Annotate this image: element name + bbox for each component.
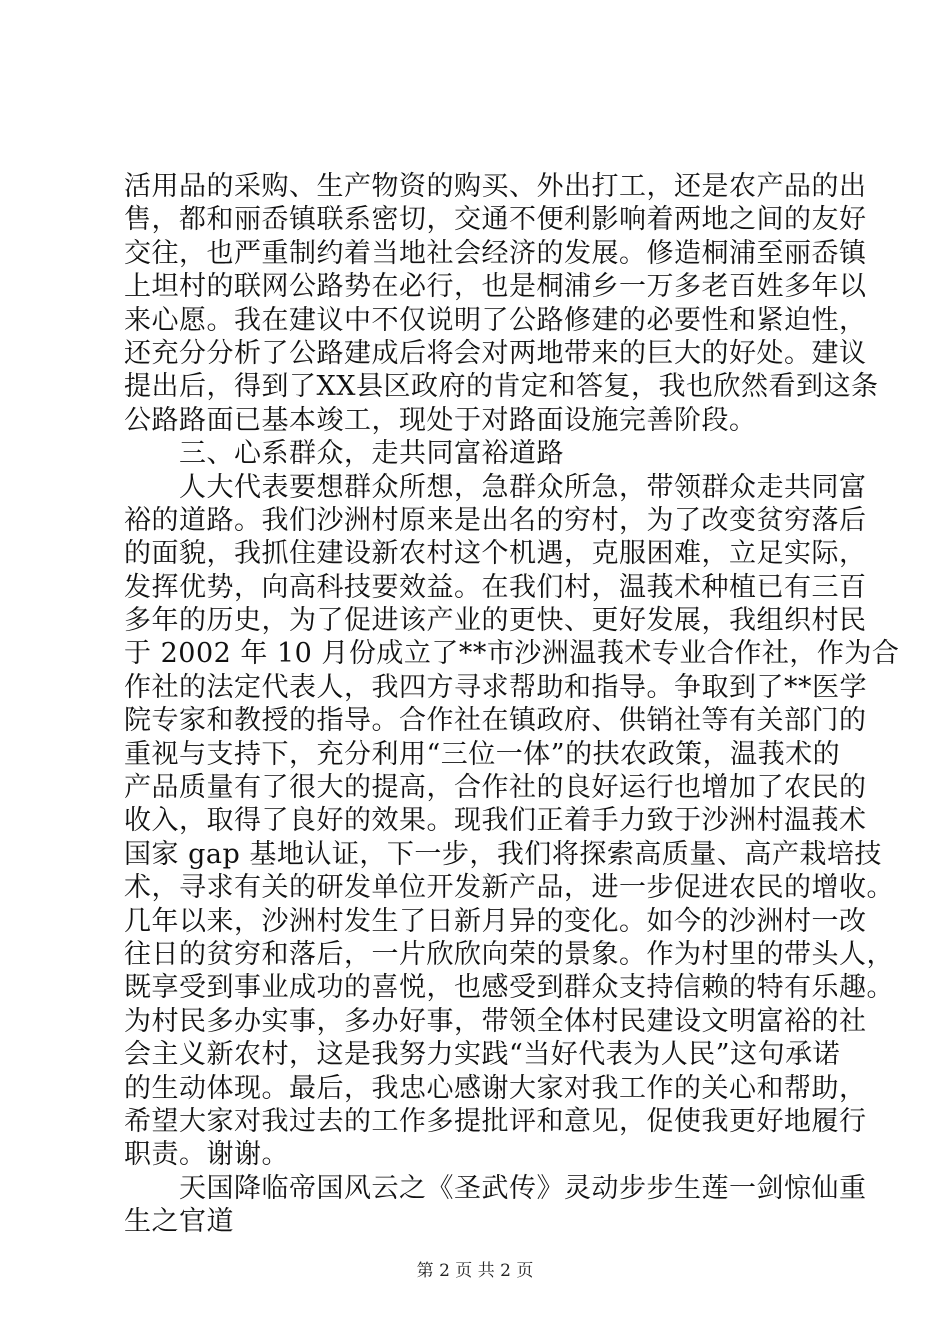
section-heading: 三、心系群众，走共同富裕道路 bbox=[179, 438, 564, 470]
text-line: 人大代表要想群众所想，急群众所急，带领群众走共同富 bbox=[179, 471, 867, 503]
text-line: 裕的道路。我们沙洲村原来是出名的穷村，为了改变贫穷落后 bbox=[124, 504, 867, 536]
text-line: 的生动体现。最后，我忠心感谢大家对我工作的关心和帮助， bbox=[124, 1072, 867, 1104]
text-line: 公路路面已基本竣工，现处于对路面设施完善阶段。 bbox=[124, 404, 757, 436]
text-line: 职责。谢谢。 bbox=[124, 1139, 289, 1171]
text-line: 交往，也严重制约着当地社会经济的发展。修造桐浦至丽岙镇 bbox=[124, 237, 867, 269]
page-footer: 第 2 页 共 2 页 bbox=[416, 1261, 534, 1281]
text-line: 会主义新农村，这是我努力实践“当好代表为人民”这句承诺 bbox=[124, 1039, 841, 1071]
text-line: 来心愿。我在建议中不仅说明了公路修建的必要性和紧迫性， bbox=[124, 304, 867, 336]
text-line: 生之官道 bbox=[124, 1206, 234, 1238]
text-line: 术，寻求有关的研发单位开发新产品，进一步促进农民的增收。 bbox=[124, 872, 894, 904]
text-line: 售，都和丽岙镇联系密切，交通不便利影响着两地之间的友好 bbox=[124, 204, 867, 236]
text-line: 产品质量有了很大的提高，合作社的良好运行也增加了农民的 bbox=[124, 772, 867, 804]
text-line: 提出后，得到了XX县区政府的肯定和答复，我也欣然看到这条 bbox=[124, 371, 879, 403]
text-line: 几年以来，沙洲村发生了日新月异的变化。如今的沙洲村一改 bbox=[124, 905, 867, 937]
text-line: 作社的法定代表人，我四方寻求帮助和指导。争取到了**医学 bbox=[124, 671, 867, 703]
text-line: 往日的贫穷和落后，一片欣欣向荣的景象。作为村里的带头人， bbox=[124, 938, 894, 970]
text-line: 重视与支持下，充分利用“三位一体”的扶农政策，温莪术的 bbox=[124, 738, 841, 770]
text-line: 的面貌，我抓住建设新农村这个机遇，克服困难，立足实际， bbox=[124, 538, 867, 570]
document-body bbox=[124, 170, 900, 1239]
text-line: 为村民多办实事，多办好事，带领全体村民建设文明富裕的社 bbox=[124, 1005, 867, 1037]
text-line: 天国降临帝国风云之《圣武传》灵动步步生莲一剑惊仙重 bbox=[179, 1172, 867, 1204]
text-line: 于 2002 年 10 月份成立了**市沙洲温莪术专业合作社，作为合 bbox=[124, 638, 900, 670]
text-line: 既享受到事业成功的喜悦，也感受到群众支持信赖的特有乐趣。 bbox=[124, 972, 894, 1004]
text-line: 还充分分析了公路建成后将会对两地带来的巨大的好处。建议 bbox=[124, 337, 867, 369]
text-line: 收入，取得了良好的效果。现我们正着手力致于沙洲村温莪术 bbox=[124, 805, 867, 837]
text-line: 发挥优势，向高科技要效益。在我们村，温莪术种植已有三百 bbox=[124, 571, 867, 603]
text-line: 院专家和教授的指导。合作社在镇政府、供销社等有关部门的 bbox=[124, 705, 867, 737]
text-line: 希望大家对我过去的工作多提批评和意见，促使我更好地履行 bbox=[124, 1105, 867, 1137]
text-line: 活用品的采购、生产物资的购买、外出打工，还是农产品的出 bbox=[124, 171, 867, 202]
text-line: 国家 gap 基地认证，下一步，我们将探索高质量、高产栽培技 bbox=[124, 838, 882, 870]
text-line: 上坦村的联网公路势在必行，也是桐浦乡一万多老百姓多年以 bbox=[124, 271, 867, 303]
text-line: 多年的历史，为了促进该产业的更快、更好发展，我组织村民 bbox=[124, 605, 867, 637]
